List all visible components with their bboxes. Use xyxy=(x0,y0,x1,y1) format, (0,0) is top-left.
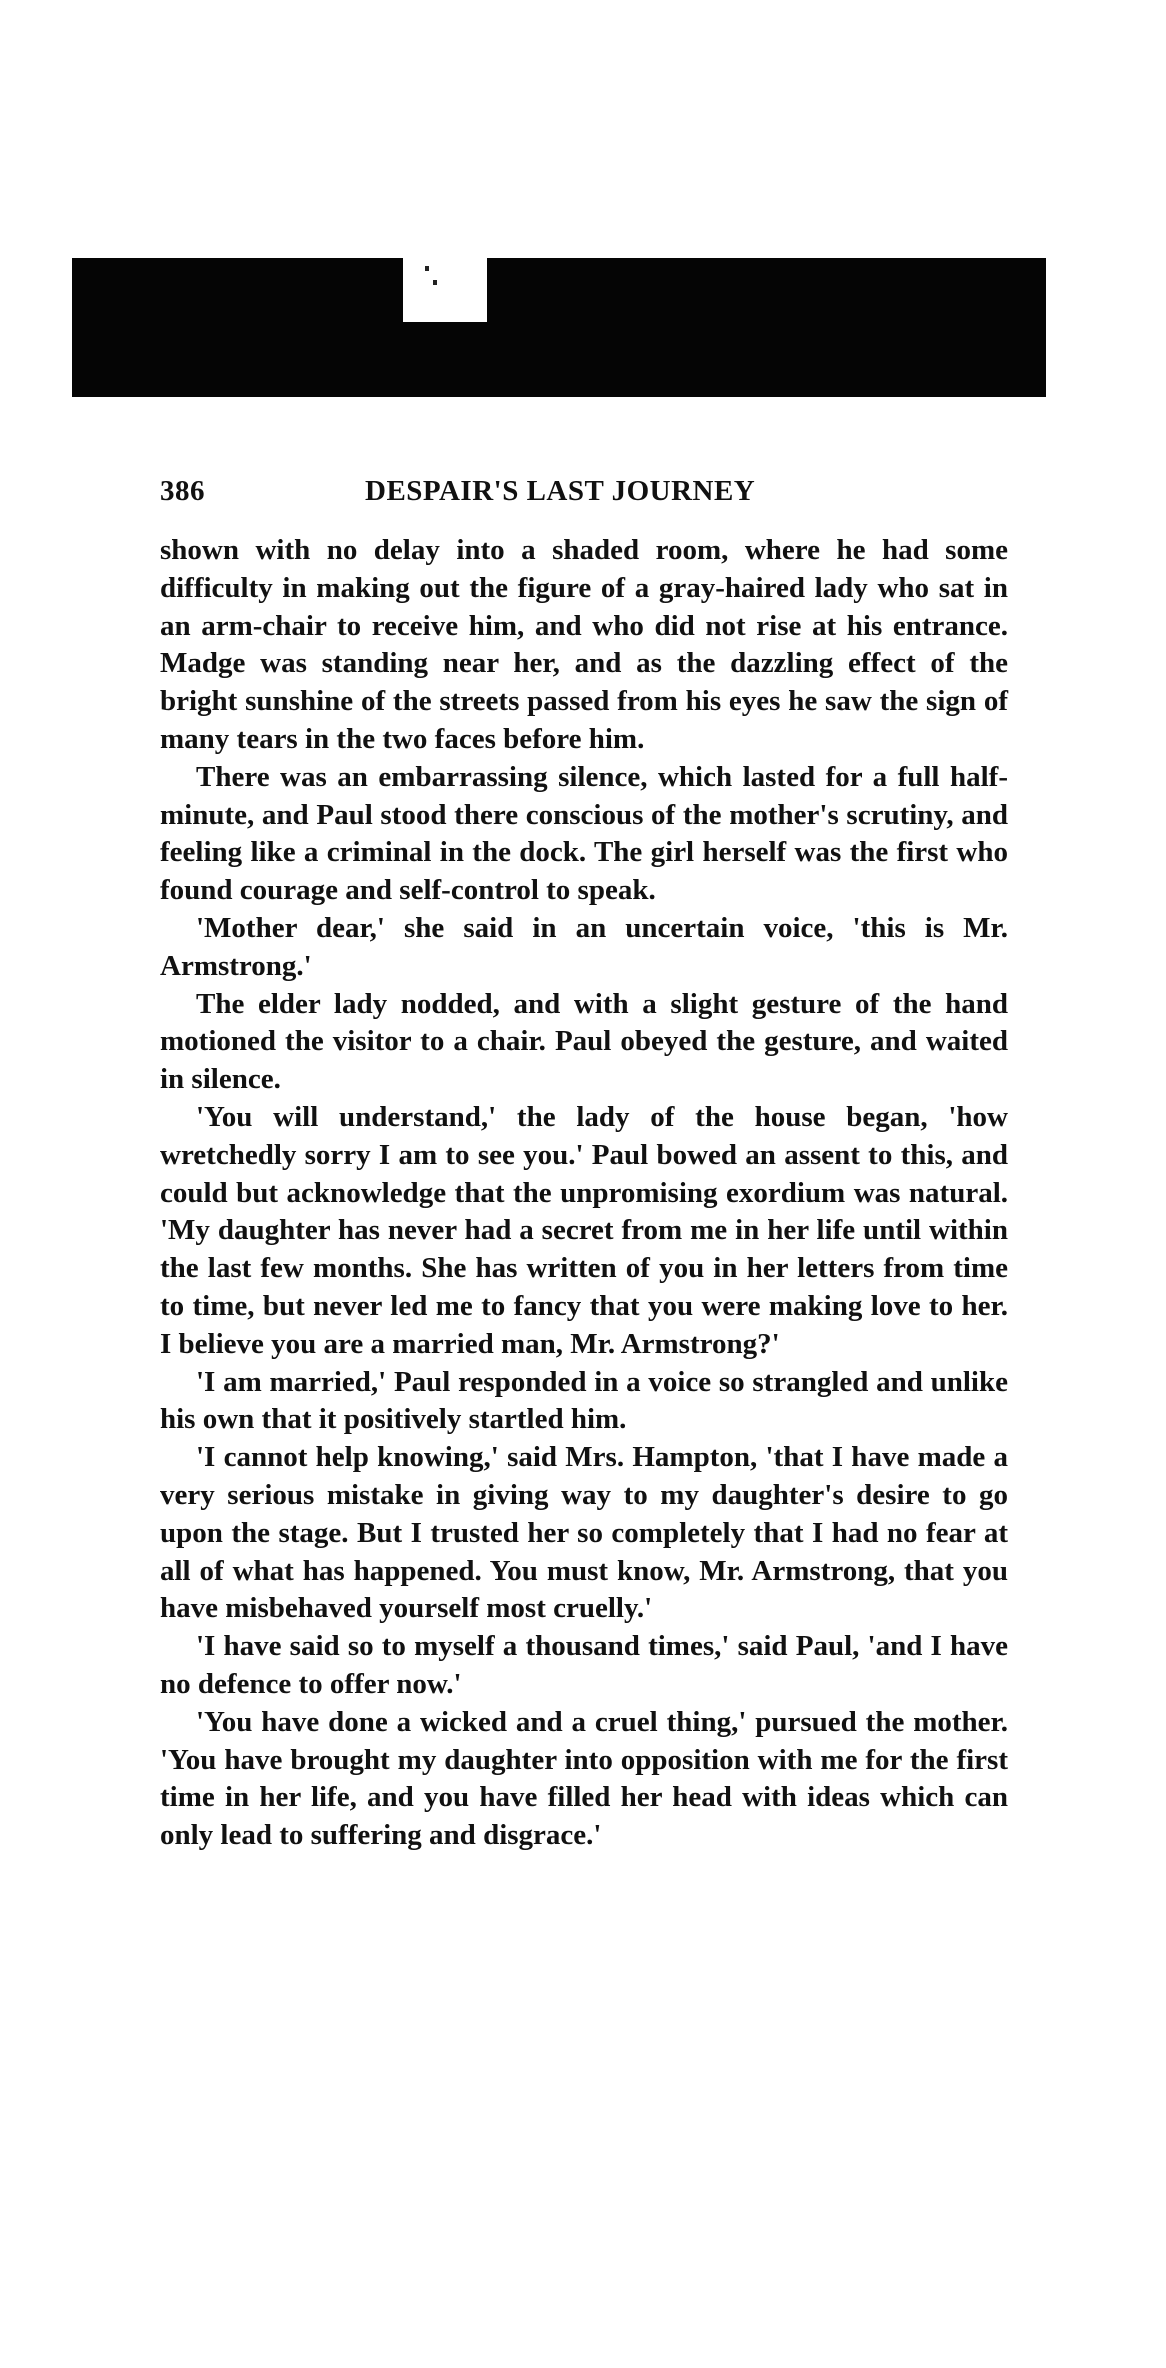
paragraph: 'I have said so to myself a thousand times,' said Paul, 'and I have no defence to offer now.' xyxy=(160,1630,1008,1700)
body-text xyxy=(160,532,1008,1855)
notch-speck xyxy=(433,280,437,285)
paragraph: 'I cannot help knowing,' said Mrs. Hampton, 'that I have made a very serious mistake in giving way to my daughter's desire to go upon the stage. But I trusted her so completely that I had no fear at all of what has happened. You must know, Mr. Armstrong, that you have misbehaved yourself most cruelly.' xyxy=(160,1441,1008,1625)
paragraph: 'Mother dear,' she said in an uncertain voice, 'this is Mr. Armstrong.' xyxy=(160,911,1008,982)
running-head xyxy=(160,471,990,515)
page-title: DESPAIR'S LAST JOURNEY xyxy=(365,475,756,507)
paragraph: shown with no delay into a shaded room, where he had some difficulty in making out the figure of a gray-haired lady who sat in an arm-chair to receive him, and who did not rise at his entrance. Madge was standing near her, and as the dazzling effect of the bright sunshine of the streets passed from his eyes he saw the sign of many tears in the two faces before him. xyxy=(160,534,1008,755)
black-redaction-band xyxy=(72,258,1046,397)
band-notch xyxy=(403,258,487,322)
paragraph: 'I am married,' Paul responded in a voice so strangled and unlike his own that it positively startled him. xyxy=(160,1365,1008,1436)
paragraph: 'You will understand,' the lady of the house began, 'how wretchedly sorry I am to see you.' Paul bowed an assent to this, and could but acknowledge that the unpromising exordium was natural. 'My daughter has never had a secret from me in her life until within the last few months. She has written of you in her letters from time to time, but never led me to fancy that you were making love to her. I believe you are a married man, Mr. Armstrong?' xyxy=(160,1100,1008,1360)
notch-speck xyxy=(425,266,429,271)
paragraph: 'You have done a wicked and a cruel thing,' pursued the mother. 'You have brought my daughter into opposition with me for the first time in her life, and you have filled her head with ideas which can only lead to suffering and disgrace.' xyxy=(160,1705,1008,1852)
paragraph: The elder lady nodded, and with a slight gesture of the hand motioned the visitor to a chair. Paul obeyed the gesture, and waited in silence. xyxy=(160,987,1008,1096)
paragraph: There was an embarrassing silence, which lasted for a full half-minute, and Paul stood there conscious of the mother's scrutiny, and feeling like a criminal in the dock. The girl herself was the first who found courage and self-control to speak. xyxy=(160,760,1008,907)
page-number: 386 xyxy=(160,475,205,507)
